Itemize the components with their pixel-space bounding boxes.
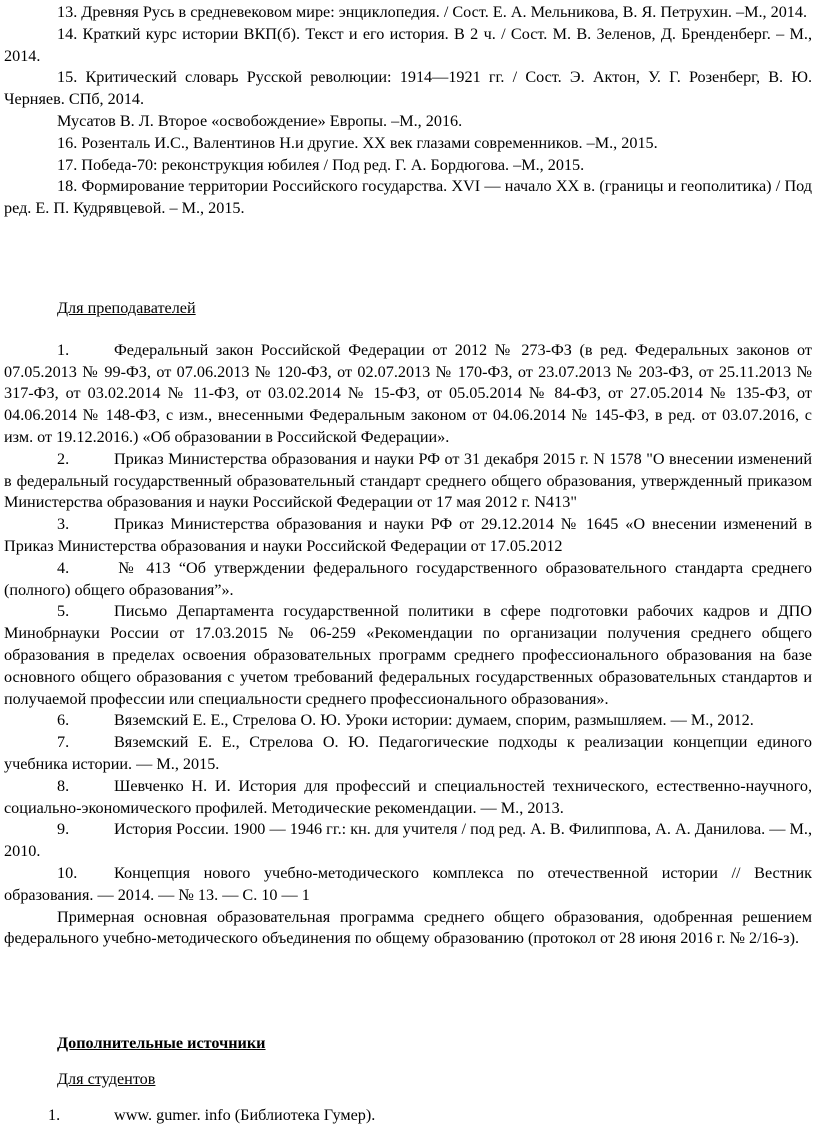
reference-item: 15. Критический словарь Русской революции: 1914—1921 гг. / Сост. Э. Актон, У. Г. Розенберг, В. Ю. Черняев. СПб, 2014. <box>4 68 812 109</box>
students-heading: Для студентов <box>57 1069 156 1088</box>
additional-sources-heading: Дополнительные источники <box>57 1034 266 1052</box>
item-number: 5. <box>57 602 70 621</box>
item-text: Приказ Министерства образования и науки РФ от 31 декабря 2015 г. N 1578 "О внесении изменений в федеральный государственный образовательный стандарт среднего общего образования, утвержденный приказом Министерства образования и науки Российской Федерации от 17 мая 2012 г. N413" <box>4 449 812 512</box>
program-note: Примерная основная образовательная программа среднего общего образования, одобренная решением федерального учебно-методического объединения по общему образованию (протокол от 28 июня 2016 г. № 2/16-з). <box>4 907 812 948</box>
item-text: Вяземский Е. Е., Стрелова О. Ю. Уроки истории: думаем, спорим, размышляем. — М., 2012. <box>114 711 754 730</box>
reference-item: 14. Краткий курс истории ВКП(б). Текст и его история. В 2 ч. / Сост. М. В. Зеленов, Д. Бренденберг. – М., 2014. <box>4 24 812 65</box>
teacher-ref-3 <box>4 514 812 558</box>
item-text: Приказ Министерства образования и науки РФ от 29.12.2014 № 1645 «О внесении изменений в Приказ Министерства образования и науки Российской Федерации от 17.05.2012 <box>4 515 812 555</box>
item-text: Концепция нового учебно-методического комплекса по отечественной истории // Вестник образования. — 2014. — № 13. — С. 10 — 1 <box>4 863 812 904</box>
teachers-section <box>4 298 812 950</box>
item-text: www. gumer. info (Библиотека Гумер). <box>114 1105 376 1124</box>
teacher-ref-8 <box>4 776 812 820</box>
teacher-ref-5 <box>4 601 812 710</box>
item-text: Письмо Департамента государственной политики в сфере подготовки рабочих кадров и ДПО Минобрнауки России от 17.03.2015 № 06-259 «Рекомендации по организации получения среднего общего образования в пределах освоения образовательных программ среднего профессионального образования на базе основного общего образования с учетом требований федеральных государственных образовательных стандартов и получаемой профессии или специальности среднего профессионального образования». <box>4 602 812 708</box>
item-number: 3. <box>57 515 70 534</box>
item-text: № 413 “Об утверждении федерального государственного образовательного стандарта среднего (полного) общего образования”». <box>4 558 812 599</box>
teacher-ref-6 <box>4 710 812 732</box>
item-text: Вяземский Е. Е., Стрелова О. Ю. Педагогические подходы к реализации концепции единого учебника истории. — М., 2015. <box>4 733 812 773</box>
item-number: 8. <box>57 776 70 795</box>
student-ref-1 <box>48 1105 812 1126</box>
item-number: 4. <box>57 558 70 577</box>
teacher-ref-4 <box>4 558 812 602</box>
teacher-ref-2 <box>4 449 812 514</box>
item-number: 1. <box>48 1105 61 1124</box>
teacher-ref-9 <box>4 819 812 863</box>
item-number: 1. <box>57 340 70 359</box>
teacher-ref-7 <box>4 732 812 776</box>
item-text: Шевченко Н. И. История для профессий и специальностей технического, естественно-научного, социально-экономического профилей. Методические рекомендации. — М., 2013. <box>4 776 812 817</box>
reference-item: 16. Розенталь И.С., Валентинов Н.и другие. ХХ век глазами современников. –М., 2015. <box>57 133 658 152</box>
reference-item: 17. Победа-70: реконструкция юбилея / Под ред. Г. А. Бордюгова. –М., 2015. <box>57 155 585 174</box>
teacher-ref-10 <box>4 863 812 907</box>
item-number: 9. <box>57 820 70 839</box>
item-text: История России. 1900 — 1946 гг.: кн. для учителя / под ред. А. В. Филиппова, А. А. Данилова. — М., 2010. <box>4 820 812 861</box>
reference-item: 18. Формирование территории Российского государства. XVI — начало XX в. (границы и геополитика) / Под ред. Е. П. Кудрявцевой. – М., 2015. <box>4 177 812 218</box>
teacher-ref-1 <box>4 340 812 449</box>
item-number: 2. <box>57 449 70 468</box>
reference-item: Мусатов В. Л. Второе «освобождение» Европы. –М., 2016. <box>57 111 463 130</box>
additional-sources-section <box>4 1033 812 1126</box>
teachers-list <box>4 340 812 950</box>
reference-item: 13. Древняя Русь в средневековом мире: энциклопедия. / Сост. Е. А. Мельникова, В. Я. Петрухин. –М., 2014. <box>57 3 808 21</box>
item-text: Федеральный закон Российской Федерации от 2012 № 273-ФЗ (в ред. Федеральных законов от 07.05.2013 № 99-ФЗ, от 07.06.2013 № 120-ФЗ, от 02.07.2013 № 170-ФЗ, от 23.07.2013 № 203-ФЗ, от 25.11.2013 № 317-ФЗ, от 03.02.2014 № 11-ФЗ, от 03.02.2014 № 15-ФЗ, от 05.05.2014 № 84-ФЗ, от 27.05.2014 № 135-ФЗ, от 04.06.2014 № 148-ФЗ, с изм., внесенными Федеральным законом от 04.06.2014 № 145-ФЗ, в ред. от 03.07.2016, с изм. от 19.12.2016.) «Об образовании в Российской Федерации». <box>4 340 812 446</box>
item-number: 7. <box>57 733 70 752</box>
continued-reference-list <box>4 2 812 220</box>
item-number: 10. <box>57 863 78 882</box>
teachers-heading: Для преподавателей <box>57 299 196 317</box>
item-number: 6. <box>57 711 70 730</box>
